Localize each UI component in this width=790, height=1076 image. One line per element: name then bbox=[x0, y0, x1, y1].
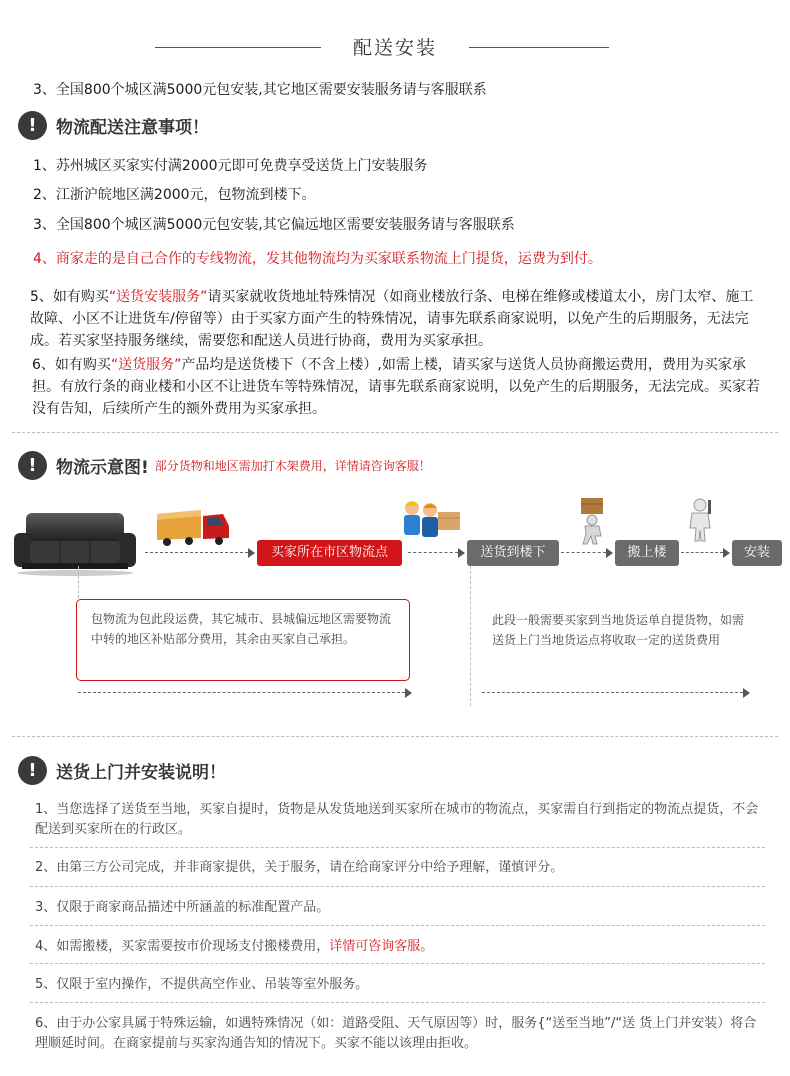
notice-item-1: 1、苏州城区买家实付满2000元即可免费享受送货上门安装服务 bbox=[33, 158, 428, 174]
notice-item-6-prefix: 6、如有购买 bbox=[32, 357, 111, 373]
notice-item-5-highlight: “送货安装服务” bbox=[108, 289, 208, 305]
section3-heading bbox=[18, 755, 226, 785]
section3-title: 送货上门并安装说明！ bbox=[56, 762, 226, 783]
section-divider bbox=[12, 736, 778, 737]
connector-line bbox=[470, 566, 471, 706]
carrying-box-icon bbox=[573, 498, 613, 546]
list-divider bbox=[30, 925, 765, 926]
list-divider bbox=[30, 886, 765, 887]
step-carry-upstairs: 搬上楼 bbox=[615, 540, 679, 566]
flow-arrow bbox=[145, 548, 255, 558]
list-divider bbox=[30, 963, 765, 964]
notice-item-6 bbox=[32, 354, 762, 420]
info-box-local-delivery: 此段一般需要买家到当地货运单自提货物，如需送货上门当地货运点将收取一定的送货费用 bbox=[492, 613, 745, 647]
install-note-2: 2、由第三方公司完成，并非商家提供，关于服务，请在给商家评分中给予理解，谨慎评分。 bbox=[35, 860, 564, 875]
section-divider bbox=[12, 432, 778, 433]
header-line-right bbox=[469, 47, 609, 48]
flow-arrow bbox=[561, 548, 613, 558]
truck-icon bbox=[153, 508, 243, 548]
install-note-4-highlight: 详情可咨询客服。 bbox=[329, 939, 434, 954]
install-note-6: 6、由于办公家具属于特殊运输，如遇特殊情况（如：道路受阻、天气原因等）时，服务{“送至当地”/“送 货上门并安装）将合理顺延时间。在商家提前与买家沟通告知的情况下。买家不能以该理由拒收。 bbox=[35, 1016, 757, 1051]
info-box-logistics: 包物流为包此段运费，其它城市、县城偏远地区需要物流中转的地区补贴部分费用，其余由买家自己承担。 bbox=[76, 599, 410, 681]
section2-heading bbox=[18, 450, 431, 480]
exclamation-icon: ! bbox=[18, 451, 47, 480]
flow-arrow bbox=[681, 548, 730, 558]
sofa-icon bbox=[12, 511, 138, 577]
delivery-people-icon bbox=[400, 498, 462, 538]
assembly-worker-icon bbox=[684, 498, 718, 542]
page-title: 配送安装 bbox=[352, 37, 437, 59]
exclamation-icon: ! bbox=[18, 756, 47, 785]
notice-item-6-highlight: “送货服务” bbox=[110, 357, 182, 373]
step-deliver-downstairs: 送货到楼下 bbox=[467, 540, 559, 566]
notice-item-5 bbox=[30, 286, 760, 352]
notice-item-4: 4、商家走的是自己合作的专线物流，发其他物流均为买家联系物流上门提货，运费为到付。 bbox=[33, 251, 602, 267]
section1-heading bbox=[18, 110, 209, 140]
install-note-1: 1、当您选择了送货至当地，买家自提时，货物是从发货地送到买家所在城市的物流点，买家需自行到指定的物流点提货，不会配送到买家所在的行政区。 bbox=[35, 802, 759, 837]
notice-item-5-prefix: 5、如有购买 bbox=[30, 289, 109, 305]
step-city-logistics-point: 买家所在市区物流点 bbox=[257, 540, 402, 566]
notice-item-5-text: 请买家就收货地址特殊情况（如商业楼放行条、电梯在维修或楼道太小，房门太窄、施工故障、小区不让进货车/停留等）由于买家方面产生的特殊情况，请事先联系商家说明，以免产生的后期服务，无法完成。若买家坚持服务继续，需要您和配送人员进行协商，费用为买家承担。 bbox=[30, 289, 754, 349]
step-install: 安装 bbox=[732, 540, 782, 566]
flow-arrow bbox=[408, 548, 465, 558]
exclamation-icon: ! bbox=[18, 111, 47, 140]
notice-item-6-text: 产品均是送货楼下（不含上楼）,如需上楼，请买家与送货人员协商搬运费用，费用为买家承担。有放行条的商业楼和小区不让进货车等特殊情况，请事先联系商家说明，以免产生的后期服务，无法完成。买家若没有告知，后续所产生的额外费用为买家承担。 bbox=[32, 357, 760, 417]
section2-note: 部分货物和地区需加打木架费用，详情请咨询客服！ bbox=[154, 458, 431, 473]
section-header bbox=[0, 33, 790, 63]
section2-title: 物流示意图! bbox=[56, 457, 149, 478]
notice-item-2: 2、江浙沪皖地区满2000元，包物流到楼下。 bbox=[33, 187, 316, 203]
install-note-5: 5、仅限于室内操作，不提供高空作业、吊装等室外服务。 bbox=[35, 977, 369, 992]
connector-line bbox=[78, 566, 79, 598]
list-divider bbox=[30, 847, 765, 848]
range-arrow-logistics bbox=[78, 688, 412, 698]
intro-line: 3、全国800个城区满5000元包安装,其它地区需要安装服务请与客服联系 bbox=[33, 82, 487, 98]
install-note-4-text: 4、如需搬楼，买家需要按市价现场支付搬楼费用， bbox=[35, 939, 330, 954]
notice-item-3: 3、全国800个城区满5000元包安装,其它偏远地区需要安装服务请与客服联系 bbox=[33, 217, 515, 233]
list-divider bbox=[30, 1002, 765, 1003]
range-arrow-local-delivery bbox=[482, 688, 750, 698]
header-line-left bbox=[155, 47, 321, 48]
install-note-4 bbox=[35, 937, 760, 957]
install-note-3: 3、仅限于商家商品描述中所涵盖的标准配置产品。 bbox=[35, 900, 330, 915]
section1-title: 物流配送注意事项！ bbox=[56, 117, 209, 138]
